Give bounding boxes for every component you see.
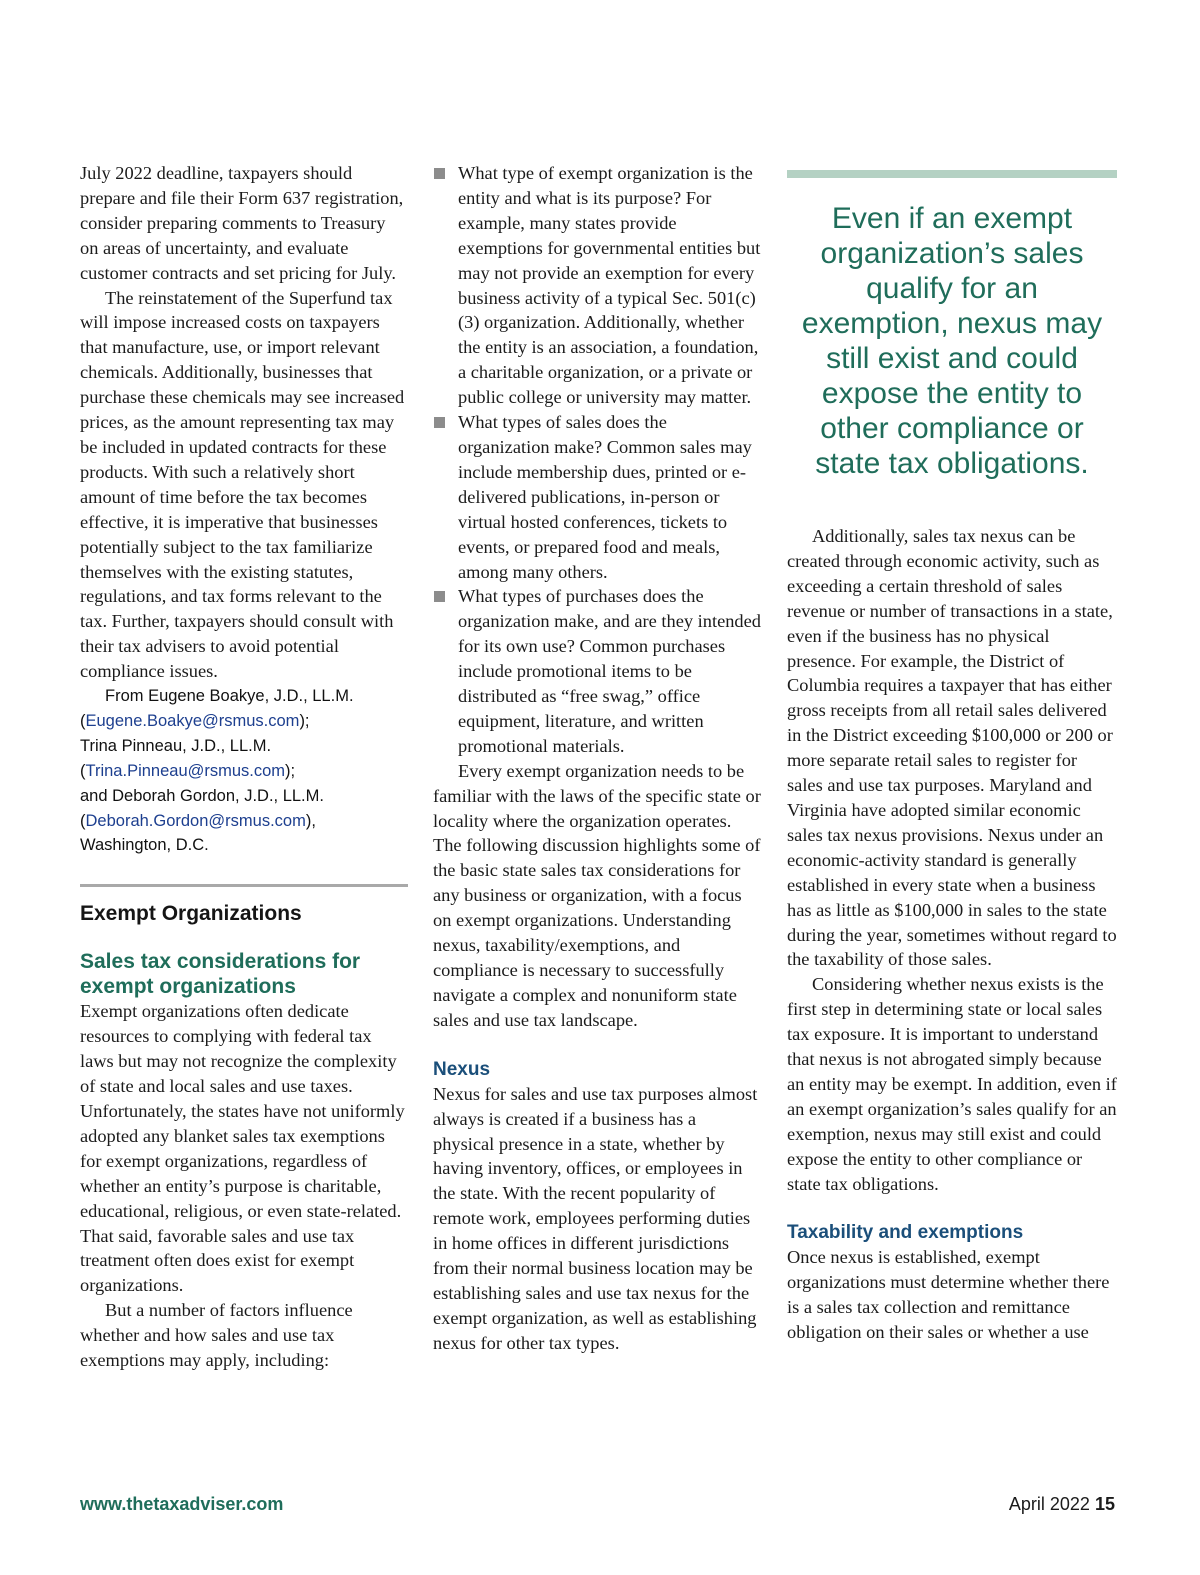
byline-email-line-2: (Trina.Pinneau@rsmus.com);	[80, 761, 296, 780]
pull-quote: Even if an exempt organization’s sales qualify for an exemption, nexus may still exist and could expose the entity to other compliance or state tax obligations.	[801, 202, 1103, 480]
paragraph: Nexus for sales and use tax purposes almost always is created if a business has a physical presence in a state, whether by having inventory, offices, or employees in the state. With the recent popularity of remote work, employees performing duties in home offices in different jurisdictions from their normal business location may be establishing sales and use tax nexus for the exempt organization, as well as establishing nexus for other tax types.	[433, 1083, 758, 1353]
pull-quote-bar	[787, 170, 1117, 178]
footer-issue: April 2022 15	[1008, 1494, 1115, 1514]
byline-email-line-3: (Deborah.Gordon@rsmus.com),	[80, 811, 316, 830]
email-link[interactable]: Eugene.Boakye@rsmus.com	[85, 711, 300, 730]
byline-from: From Eugene Boakye, J.D., LL.M.	[105, 687, 354, 706]
paragraph: Once nexus is established, exempt organizations must determine whether there is a sales tax collection and remittance obligation on their sales or whether a use	[787, 1247, 1110, 1343]
list-item: What types of sales does the organization make? Common sales may include membership dues, printed or e-delivered publications, in-person or virtual hosted conferences, tickets to events, or prepared food and meals, among many others.	[433, 410, 761, 584]
square-bullet-icon	[434, 417, 445, 428]
heading-nexus: Nexus	[433, 1058, 491, 1080]
column-1	[80, 161, 408, 1373]
byline-name-2: Trina Pinneau, J.D., LL.M.	[80, 736, 272, 755]
paragraph: Considering whether nexus exists is the first step in determining state or local sales tax exposure. It is important to understand that nexus is not abrogated simply because an entity may be exempt. In addition, even if an exempt organization’s sales qualify for an exemption, nexus may still exist and could expose the entity to other compliance or state tax obligations.	[787, 974, 1117, 1194]
article-title: Sales tax considerations for exempt organizations	[80, 950, 361, 999]
byline-location: Washington, D.C.	[80, 836, 209, 855]
paragraph: Every exempt organization needs to be familiar with the laws of the specific state or locality where the organization operates. The following discussion highlights some of the basic state sales tax considerations for any business or organization, with a focus on exempt organizations. Understanding nexus, taxability/exemptions, and compliance is necessary to successfully navigate a complex and nonuniform state sales and use tax landscape.	[433, 760, 761, 1030]
column-2	[433, 161, 761, 1356]
list-item: What type of exempt organization is the entity and what is its purpose? For example, many states provide exemptions for governmental entities but may not provide an exemption for every business activity of a typical Sec. 501(c)(3) organization. Additionally, whether the entity is an association, a foundation, a charitable organization, or a private or public college or university may matter.	[433, 161, 761, 410]
paragraph: But a number of factors influence whether and how sales and use tax exemptions may apply, including:	[80, 1300, 353, 1371]
paragraph: Additionally, sales tax nexus can be created through economic activity, such as exceeding a certain threshold of sales revenue or number of transactions in a state, even if the business has no physical presence. For example, the District of Columbia requires a taxpayer that has either gross receipts from all retail sales delivered in the District exceeding $100,000 or 200 or more separate retail sales to register for sales and use tax purposes. Maryland and Virginia have adopted similar economic sales tax nexus provisions. Nexus under an economic-activity standard is generally established in every state when a business has as little as $100,000 in sales to the state during the year, sometimes without regard to the taxability of those sales.	[787, 526, 1117, 970]
footer-website[interactable]: www.thetaxadviser.com	[80, 1494, 284, 1514]
factor-list	[433, 161, 761, 759]
byline-email-line-1: (Eugene.Boakye@rsmus.com);	[80, 711, 310, 730]
paragraph: The reinstatement of the Superfund tax will impose increased costs on taxpayers that manufacture, use, or import relevant chemicals. Additionally, businesses that purchase these chemicals may see increased prices, as the amount representing tax may be included in updated contracts for these products. With such a relatively short amount of time before the tax becomes effective, it is imperative that businesses potentially subject to the tax familiarize themselves with the existing statutes, regulations, and tax forms relevant to the tax. Further, taxpayers should consult with their tax advisers to avoid potential compliance issues.	[80, 287, 405, 682]
square-bullet-icon	[434, 168, 445, 179]
list-item: What types of purchases does the organization make, and are they intended for its own use? Common purchases include promotional items to be distributed as “free swag,” office equipment, literature, and written promotional materials.	[433, 584, 761, 758]
paragraph: Exempt organizations often dedicate resources to complying with federal tax laws but may not recognize the complexity of state and local sales and use taxes. Unfortunately, the states have not uniformly adopted any blanket sales tax exemptions for exempt organizations, regardless of whether an entity’s purpose is charitable, educational, religious, or even state-related. That said, favorable sales and use tax treatment often does exist for exempt organizations.	[80, 1001, 405, 1296]
section-title: Exempt Organizations	[80, 902, 302, 926]
heading-taxability: Taxability and exemptions	[787, 1222, 1024, 1244]
email-link[interactable]: Deborah.Gordon@rsmus.com	[85, 811, 306, 830]
email-link[interactable]: Trina.Pinneau@rsmus.com	[85, 761, 286, 780]
square-bullet-icon	[434, 591, 445, 602]
paragraph: July 2022 deadline, taxpayers should prepare and file their Form 637 registration, consider preparing comments to Treasury on areas of uncertainty, and evaluate customer contracts and set pricing for July.	[80, 163, 404, 283]
column-3	[787, 161, 1117, 1345]
page-number: 15	[1094, 1494, 1115, 1514]
byline-name-3: and Deborah Gordon, J.D., LL.M.	[80, 786, 324, 805]
section-divider	[80, 884, 408, 887]
author-byline	[80, 684, 408, 858]
